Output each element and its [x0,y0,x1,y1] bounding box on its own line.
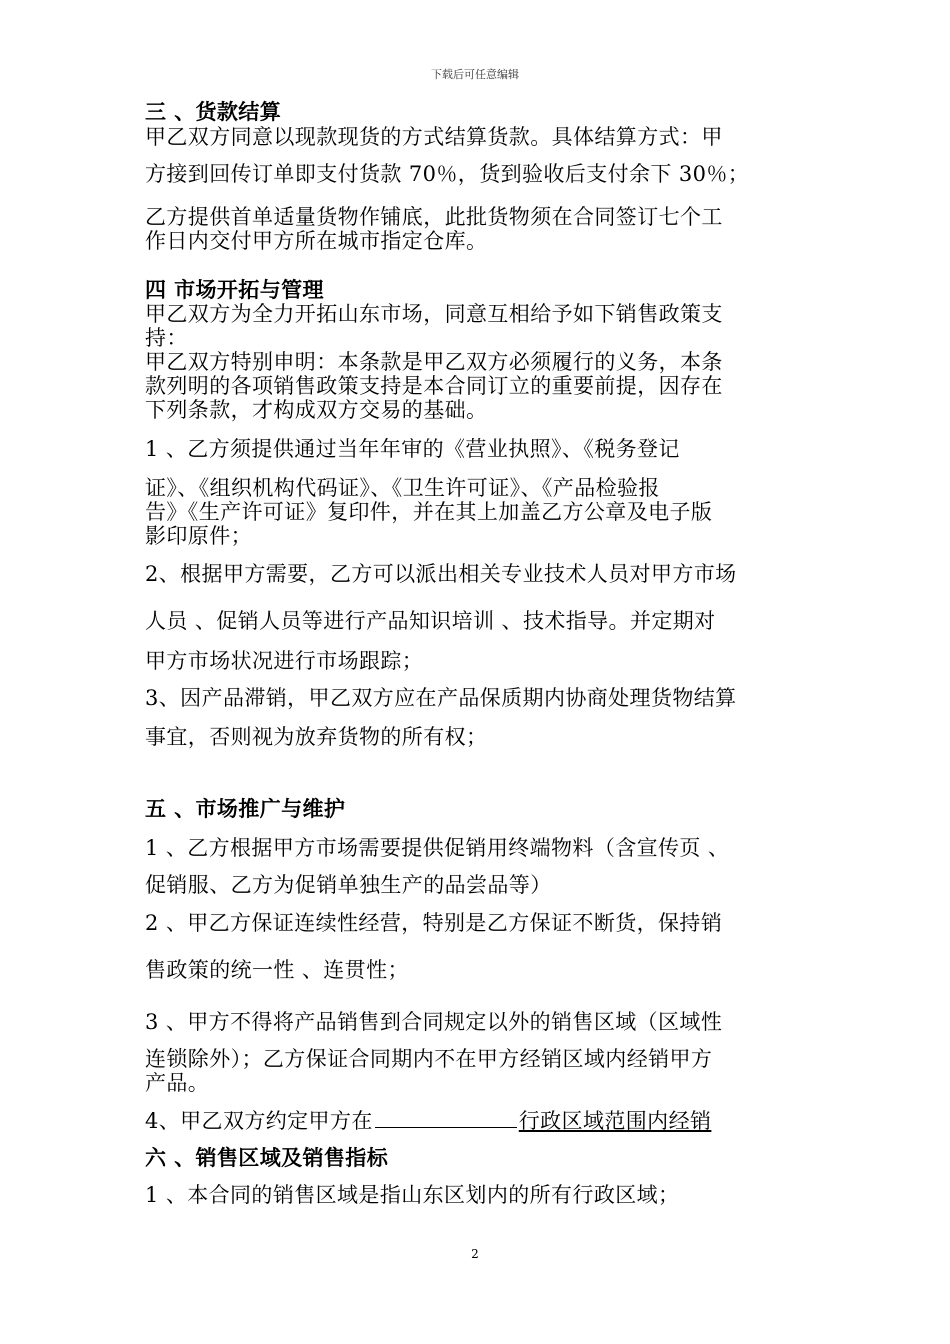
page-header: 下载后可任意编辑 [431,68,519,81]
section5-heading: 五 、市场推广与维护 [145,797,346,821]
section4-line: 事宜，否则视为放弃货物的所有权； [145,725,488,749]
section5-line: 2 、甲乙方保证连续性经营，特别是乙方保证不断货，保持销 [145,911,723,935]
section4-line: 证》、《组织机构代码证》、《卫生许可证》、《产品检验报 [145,476,660,500]
section5-line: 售政策的统一性 、连贯性； [145,958,409,982]
section4-line: 2、根据甲方需要，乙方可以派出相关专业技术人员对甲方市场 [145,562,737,586]
section4-line: 甲乙双方特别申明：本条款是甲乙双方必须履行的义务，本条 [145,350,723,374]
section4-line: 甲乙双方为全力开拓山东市场，同意互相给予如下销售政策支 [145,302,723,326]
section4-line: 持： [145,326,188,350]
section6-heading: 六 、销售区域及销售指标 [145,1146,389,1170]
section4-line: 影印原件； [145,524,252,548]
section3-line: 乙方提供首单适量货物作铺底，此批货物须在合同签订七个工 [145,205,723,229]
section4-line: 告》《生产许可证》复印件，并在其上加盖乙方公章及电子版 [145,500,713,524]
section4-line: 1 、乙方须提供通过当年年审的《营业执照》、《税务登记 [145,437,680,461]
section5-line: 3 、甲方不得将产品销售到合同规定以外的销售区域（区域性 [145,1010,723,1034]
section6-line: 1 、本合同的销售区域是指山东区划内的所有行政区域； [145,1183,680,1207]
section5-line: 产品。 [145,1071,210,1095]
page-number: 2 [471,1247,479,1261]
section4-heading: 四 市场开拓与管理 [145,278,324,302]
section4-line: 下列条款，才构成双方交易的基础。 [145,398,488,422]
section3-line: 作日内交付甲方所在城市指定仓库。 [145,229,488,253]
section4-line: 3、因产品滞销，甲乙双方应在产品保质期内协商处理货物结算 [145,686,737,710]
fill-in-blank[interactable] [375,1107,517,1128]
section5-line: 1 、乙方根据甲方市场需要提供促销用终端物料（含宣传页 、 [145,836,730,860]
section3-line: 方接到回传订单即支付货款 70％，货到验收后支付余下 30％； [145,162,750,186]
section4-line: 款列明的各项销售政策支持是本合同订立的重要前提，因存在 [145,374,723,398]
item4-prefix: 4、甲乙双方约定甲方在 [145,1109,373,1133]
section5-item4 [145,1107,711,1134]
section3-line: 甲乙双方同意以现款现货的方式结算货款。具体结算方式：甲 [145,125,723,149]
section4-line: 甲方市场状况进行市场跟踪； [145,649,424,673]
section3-heading: 三 、货款结算 [145,100,282,124]
item4-suffix: 行政区域范围内经销 [518,1109,712,1133]
section4-line: 人员 、促销人员等进行产品知识培训 、技术指导。并定期对 [145,609,716,633]
section5-line: 促销服、乙方为促销单独生产的品尝品等） [145,873,552,897]
section5-line: 连锁除外）；乙方保证合同期内不在甲方经销区域内经销甲方 [145,1047,713,1071]
